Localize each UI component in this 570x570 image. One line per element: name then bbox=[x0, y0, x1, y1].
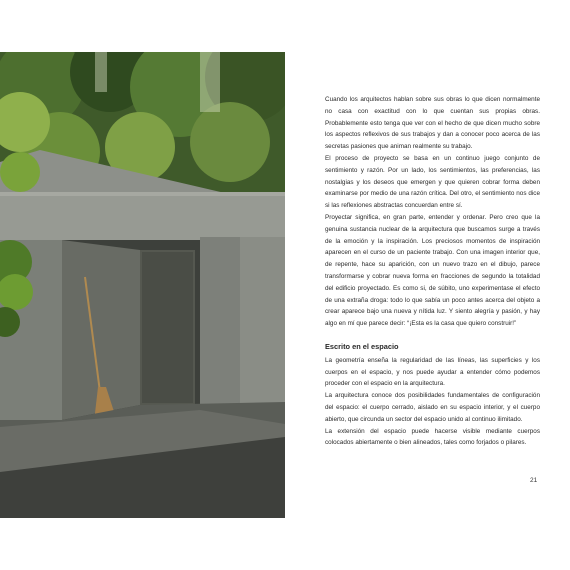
body-paragraph: La arquitectura conoce dos posibilidades fundamentales de configuración del espacio: el cuerpo cerrado, aislado en su espacio interior, y el cuerpo abierto, que circunda un sector del espacio unido al continuo ilimitado. bbox=[325, 392, 540, 423]
text-column bbox=[325, 94, 540, 449]
body-paragraph: La geometría enseña la regularidad de las líneas, las superficies y los cuerpos en el espacio, y nos puede ayudar a entender cómo podemos proceder con el espacio en la arquitectura. bbox=[325, 356, 540, 388]
body-paragraph: Proyectar significa, en gran parte, entender y ordenar. Pero creo que la genuina sustancia nuclear de la arquitectura que buscamos surge a través de la emoción y la inspiración. Los preciosos momentos de inspiración aparecen en el curso de un paciente trabajo. Con una imagen interior que, de repente, hace su aparición, con un nuevo trazo en el dibujo, parece transformarse y cobrar nueva forma en fracciones de segundo la totalidad del edificio proyectado. Es como si, de súbito, uno experimentase el efecto de una extraña droga: todo lo que sabía un poco antes acerca del objeto a crear aparece bajo una nueva y nítida luz. Y siento alegría y pasión, y hay algo en mí que parece decir: “¡Esta es la casa que quiero construir!” bbox=[325, 213, 540, 328]
section-heading: Escrito en el espacio bbox=[325, 341, 399, 351]
body-paragraph: El proceso de proyecto se basa en un continuo juego conjunto de sentimiento y razón. Por un lado, los sentimientos, las preferencias, las nostalgias y los deseos que emergen y que quieren cobrar forma deben examinarse por medio de una razón crítica. Del otro, el sentimiento nos dice si las reflexiones abstractas concuerdan entre sí. bbox=[325, 154, 540, 210]
body-paragraph: La extensión del espacio puede hacerse visible mediante cuerpos colocados abiertamente o bien alineados, tales como forjados o pilares. bbox=[325, 427, 540, 447]
body-paragraph: Cuando los arquitectos hablan sobre sus obras lo que dicen normalmente no casa con exactitud con lo que cuentan sus propias obras. Probablemente esto tenga que ver con el hecho de que dicen mucho sobre los aspectos reflexivos de sus trabajos y dan a conocer poco acerca de las secretas pasiones que animan realmente su trabajo. bbox=[325, 96, 540, 151]
photo-illustration bbox=[0, 52, 285, 518]
page-number: 21 bbox=[530, 477, 538, 484]
architecture-photograph bbox=[0, 52, 285, 518]
